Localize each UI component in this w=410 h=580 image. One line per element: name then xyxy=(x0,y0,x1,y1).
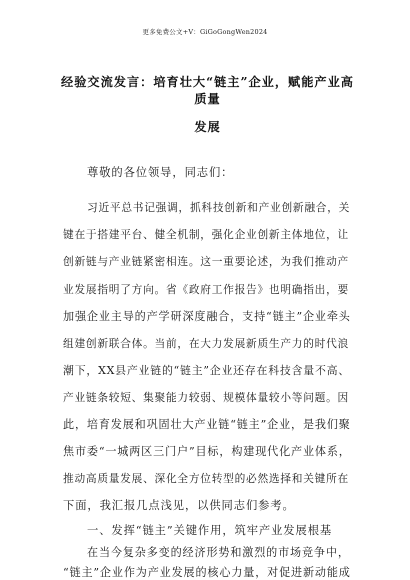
body-line: 产业链条较短、集聚能力较弱、规模体量较小等问题。因 xyxy=(63,391,349,404)
body-line: 潮下，XX县产业链的“链主”企业还存在科技含量不高、 xyxy=(63,364,351,377)
body-line: 创新链与产业链紧密相连。这一重要论述，为我们推动产 xyxy=(63,255,349,268)
salutation: 尊敬的各位领导，同志们： xyxy=(87,166,234,179)
body-line: 推动高质量发展、深化全方位转型的必然选择和关键所在 xyxy=(63,472,349,485)
body-line: 下面，我汇报几点浅见，以供同志们参考。 xyxy=(63,499,295,512)
body-line: 此，培育发展和巩固壮大产业链“链主”企业，是我们聚 xyxy=(63,418,351,431)
body-line: 在当今复杂多变的经济形势和激烈的市场竞争中， xyxy=(87,546,350,559)
section-heading: 一、发挥“链主”关键作用，筑牢产业发展根基 xyxy=(87,524,333,537)
header-note: 更多免费公文+V：GiGoGongWen2024 xyxy=(142,28,268,36)
document-title-line-2: 发展 xyxy=(194,120,221,134)
body-line: 焦市委“一城两区三门户”目标，构建现代化产业体系， xyxy=(63,445,351,458)
body-line: 键在于搭建平台、健全机制，强化企业创新主体地位，让 xyxy=(63,228,349,241)
document-title-line-1: 经验交流发言：培育壮大“链主”企业，赋能产业高质量 xyxy=(61,75,354,106)
body-line: 习近平总书记强调，抓科技创新和产业创新融合，关 xyxy=(87,201,351,214)
body-line: 组建创新联合体。当前，在大力发展新质生产力的时代浪 xyxy=(63,337,349,350)
body-line: 加强企业主导的产学研深度融合，支持“链主”企业牵头 xyxy=(63,310,351,323)
body-line: 业发展指明了方向。省《政府工作报告》也明确指出，要 xyxy=(63,283,349,296)
body-line: “链主”企业作为产业发展的核心力量，对促进新动能成 xyxy=(63,566,351,579)
